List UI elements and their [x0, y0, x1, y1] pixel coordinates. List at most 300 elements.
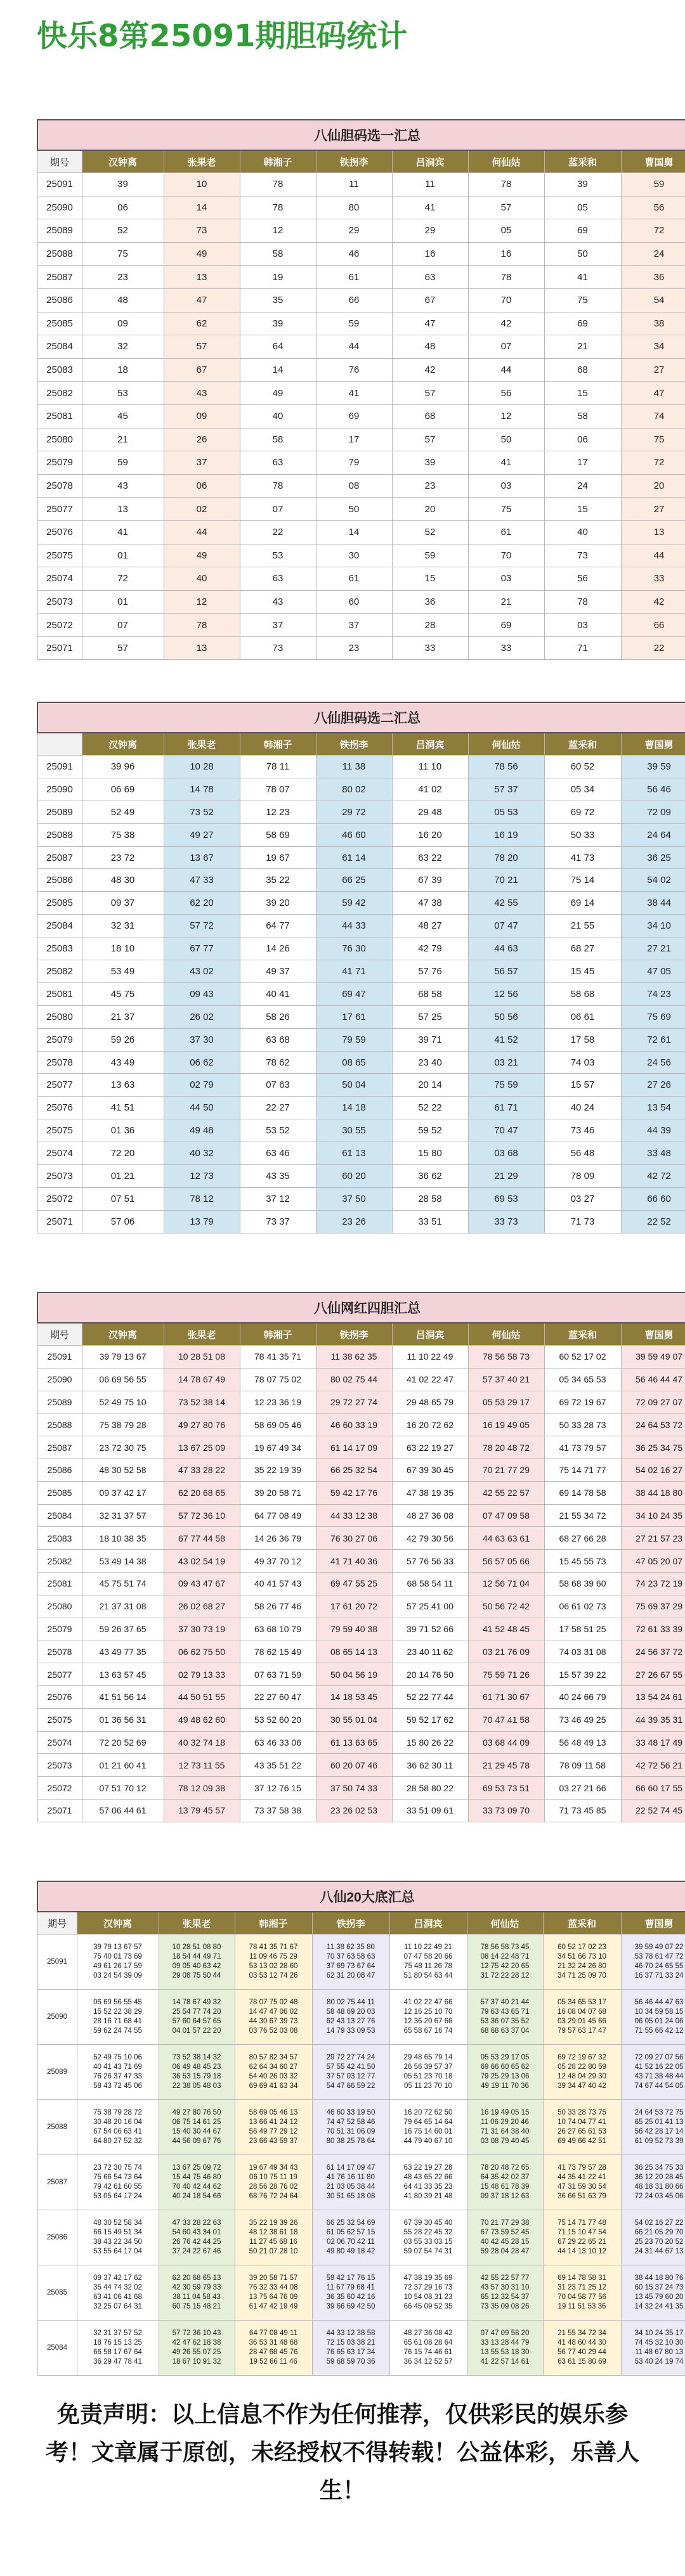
- number-cell: 47 33 28 22 63 54 60 43 34 01 26 76 42 44 25 37 24 22 67 46: [159, 2210, 235, 2265]
- number-cell: 42 79 30 56: [392, 1527, 468, 1550]
- number-cell: 52 49: [82, 801, 164, 823]
- number-cell: 43: [82, 474, 164, 498]
- number-cell: 40 32 74 18: [164, 1731, 240, 1754]
- number-cell: 16: [468, 242, 544, 266]
- number-cell: 03 21: [468, 1051, 544, 1074]
- number-cell: 07 51: [82, 1187, 164, 1210]
- number-cell: 33: [468, 636, 544, 660]
- number-cell: 06 62: [164, 1051, 240, 1074]
- number-cell: 79: [316, 451, 392, 475]
- number-cell: 37 12: [240, 1187, 316, 1210]
- number-cell: 06 61: [544, 1005, 621, 1028]
- number-cell: 75 38: [82, 823, 164, 846]
- number-cell: 39 59: [621, 756, 685, 778]
- number-cell: 39: [392, 451, 468, 475]
- number-cell: 72: [621, 451, 685, 475]
- number-cell: 38 44: [621, 892, 685, 915]
- number-cell: 39: [82, 173, 164, 196]
- issue-cell: 25087: [37, 266, 82, 289]
- number-cell: 33 73 09 70: [468, 1799, 544, 1822]
- number-cell: 56: [621, 196, 685, 219]
- number-cell: 36 25: [621, 846, 685, 869]
- number-cell: 43 02: [164, 960, 240, 983]
- issue-cell: 25085: [37, 312, 82, 335]
- number-cell: 41 51 56 14: [82, 1685, 164, 1708]
- number-cell: 13 67 25 09: [164, 1436, 240, 1459]
- number-cell: 48 27 36 08 42 65 61 08 28 64 76 15 74 46 61 36 34 12 52 57: [389, 2321, 467, 2376]
- number-cell: 28: [392, 614, 468, 637]
- issue-cell: 25089: [37, 1391, 82, 1414]
- number-cell: 69 53 73 51: [468, 1777, 544, 1800]
- number-cell: 63 46 33 06: [240, 1731, 316, 1754]
- number-cell: 63 22 19 27: [392, 1436, 468, 1459]
- issue-cell: 25073: [37, 1754, 82, 1777]
- number-cell: 35 22: [240, 869, 316, 892]
- number-cell: 69 14 78 58 31 31 23 71 25 12 70 04 58 77 56 19 11 51 53 36: [543, 2265, 621, 2321]
- number-cell: 41 71 40 36: [316, 1550, 392, 1573]
- number-cell: 18 10: [82, 937, 164, 960]
- number-cell: 46: [316, 242, 392, 266]
- issue-cell: 25079: [37, 1028, 82, 1051]
- issue-cell: 25090: [37, 1368, 82, 1391]
- number-cell: 20: [621, 474, 685, 498]
- number-cell: 15: [544, 498, 621, 521]
- number-cell: 42 72 56 21: [621, 1754, 685, 1777]
- number-cell: 52: [82, 219, 164, 243]
- number-cell: 23 26 02 53: [316, 1799, 392, 1822]
- table-row: [37, 892, 685, 915]
- number-cell: 06 61 02 73: [544, 1595, 621, 1618]
- column-header: 韩湘子: [240, 733, 316, 756]
- number-cell: 47: [164, 288, 240, 312]
- table-row: [37, 520, 685, 544]
- column-header: 何仙姑: [468, 1323, 544, 1346]
- issue-cell: 25072: [37, 614, 82, 637]
- number-cell: 09 37 42 17: [82, 1481, 164, 1504]
- table-row: [37, 801, 685, 823]
- number-cell: 41 02 22 47 66 12 16 25 10 70 12 36 20 67 66 65 58 67 16 74: [389, 1990, 467, 2045]
- number-cell: 79 59: [316, 1028, 392, 1051]
- issue-cell: 25089: [37, 2045, 77, 2100]
- issue-cell: 25082: [37, 960, 82, 983]
- table-row: [37, 614, 685, 637]
- number-cell: 16 19 49 05: [468, 1414, 544, 1436]
- number-cell: 40 24: [544, 1097, 621, 1119]
- number-cell: 42 55 22 57 77 43 57 30 31 10 65 12 32 54 37 73 35 09 08 26: [467, 2265, 543, 2321]
- number-cell: 24 64 53 72 75 65 25 01 41 13 56 42 28 17 14 61 09 52 73 39: [621, 2100, 685, 2155]
- number-cell: 60 20: [316, 1165, 392, 1188]
- number-cell: 78 09: [544, 1165, 621, 1188]
- number-cell: 15 80: [392, 1142, 468, 1165]
- number-cell: 47 33 28 22: [164, 1459, 240, 1481]
- number-cell: 03 27 21 66: [544, 1777, 621, 1800]
- number-cell: 13 63 57 45: [82, 1663, 164, 1686]
- number-cell: 63 68: [240, 1028, 316, 1051]
- column-header: 汉钟离: [77, 1912, 159, 1935]
- number-cell: 01: [82, 590, 164, 614]
- number-cell: 58: [544, 404, 621, 428]
- number-cell: 41 71: [316, 960, 392, 983]
- column-header: 铁拐李: [316, 150, 392, 173]
- issue-cell: 25081: [37, 1572, 82, 1595]
- number-cell: 78 11: [240, 756, 316, 778]
- number-cell: 42 72: [621, 1165, 685, 1188]
- number-cell: 67 39 30 45: [392, 1459, 468, 1481]
- number-cell: 64 77 08 49: [240, 1504, 316, 1527]
- issue-cell: 25083: [37, 937, 82, 960]
- number-cell: 60 52: [544, 756, 621, 778]
- issue-cell: 25076: [37, 1097, 82, 1119]
- number-cell: 78 07 75 02: [240, 1368, 316, 1391]
- number-cell: 63: [240, 451, 316, 475]
- number-cell: 61: [316, 567, 392, 591]
- number-cell: 78 12 09 38: [164, 1777, 240, 1800]
- number-cell: 58 69: [240, 823, 316, 846]
- issue-cell: 25076: [37, 1685, 82, 1708]
- issue-cell: 25085: [37, 1481, 82, 1504]
- number-cell: 10: [164, 173, 240, 196]
- number-cell: 29 72 27 74 24 57 55 42 41 50 37 57 03 12 77 54 47 66 59 22: [312, 2045, 389, 2100]
- number-cell: 48: [82, 288, 164, 312]
- number-cell: 67 39 30 45 40 55 28 22 45 32 03 55 33 03 15 59 07 54 74 31: [389, 2210, 467, 2265]
- column-header: 吕洞宾: [389, 1912, 467, 1935]
- number-cell: 73: [240, 636, 316, 660]
- table-row: [37, 756, 685, 778]
- number-cell: 52 22 77 44: [392, 1685, 468, 1708]
- number-cell: 01 21: [82, 1165, 164, 1188]
- number-cell: 11 38 62 35 80 70 37 63 58 63 37 69 73 67 64 62 31 20 08 47: [312, 1935, 389, 1990]
- number-cell: 49: [240, 382, 316, 405]
- table-row: [37, 1618, 685, 1640]
- table-pick-two: [37, 702, 685, 1233]
- number-cell: 58 69 05 46 13 13 66 41 24 12 56 49 77 29 12 23 66 43 59 37: [235, 2100, 312, 2155]
- table-row: [37, 1097, 685, 1119]
- number-cell: 63 68 10 79: [240, 1618, 316, 1640]
- number-cell: 59 42 17 76 15 11 67 79 68 41 36 35 60 42 16 39 66 69 42 50: [312, 2265, 389, 2321]
- number-cell: 44 50: [164, 1097, 240, 1119]
- number-cell: 73 46 49 25: [544, 1708, 621, 1731]
- number-cell: 02 79: [164, 1074, 240, 1097]
- number-cell: 57 76: [392, 960, 468, 983]
- column-header: 铁拐李: [316, 1323, 392, 1346]
- number-cell: 06 69: [82, 778, 164, 801]
- number-cell: 69: [316, 404, 392, 428]
- number-cell: 79 59 40 38: [316, 1618, 392, 1640]
- number-cell: 20 14 76 50: [392, 1663, 468, 1686]
- number-cell: 36 62: [392, 1165, 468, 1188]
- number-cell: 06: [82, 196, 164, 219]
- number-cell: 08 65: [316, 1051, 392, 1074]
- number-cell: 03 68: [468, 1142, 544, 1165]
- number-cell: 68 27 66 28: [544, 1527, 621, 1550]
- number-cell: 59: [82, 451, 164, 475]
- number-cell: 41: [316, 382, 392, 405]
- number-cell: 72 61: [621, 1028, 685, 1051]
- number-cell: 39: [544, 173, 621, 196]
- number-cell: 01 21 60 41: [82, 1754, 164, 1777]
- number-cell: 34 10: [621, 915, 685, 937]
- issue-cell: 25078: [37, 474, 82, 498]
- number-cell: 76 30: [316, 937, 392, 960]
- number-cell: 03: [544, 614, 621, 637]
- table-row: [37, 1685, 685, 1708]
- table-four-dan: [37, 1292, 685, 1822]
- issue-cell: 25073: [37, 1165, 82, 1188]
- number-cell: 48: [392, 335, 468, 359]
- number-cell: 13 63: [82, 1074, 164, 1097]
- column-header: 张果老: [159, 1912, 235, 1935]
- table-section-four-dan: [37, 1292, 683, 1822]
- number-cell: 67: [164, 358, 240, 382]
- number-cell: 78: [544, 590, 621, 614]
- number-cell: 07 63 71 59: [240, 1663, 316, 1686]
- number-cell: 67 77: [164, 937, 240, 960]
- number-cell: 14: [316, 520, 392, 544]
- number-cell: 12 56: [468, 982, 544, 1005]
- number-cell: 57 25: [392, 1005, 468, 1028]
- number-cell: 28 58: [392, 1187, 468, 1210]
- number-cell: 36 25 34 75 33 36 12 20 28 45 48 18 31 80 66 72 24 03 45 06: [621, 2155, 685, 2210]
- number-cell: 70 21: [468, 869, 544, 892]
- number-cell: 48 27: [392, 915, 468, 937]
- number-cell: 33 51 09 61: [392, 1799, 468, 1822]
- number-cell: 03 68 44 09: [468, 1731, 544, 1754]
- issue-cell: 25085: [37, 2265, 77, 2321]
- number-cell: 75 69: [621, 1005, 685, 1028]
- number-cell: 74 03: [544, 1051, 621, 1074]
- column-header: 韩湘子: [240, 1323, 316, 1346]
- table-row: [37, 1005, 685, 1028]
- number-cell: 74 23: [621, 982, 685, 1005]
- number-cell: 72 09: [621, 801, 685, 823]
- number-cell: 16 20: [392, 823, 468, 846]
- table-row: [37, 1119, 685, 1142]
- number-cell: 38 44 18 80: [621, 1481, 685, 1504]
- issue-cell: 25075: [37, 1119, 82, 1142]
- number-cell: 78 12: [164, 1187, 240, 1210]
- number-cell: 21: [544, 335, 621, 359]
- number-cell: 45 75: [82, 982, 164, 1005]
- number-cell: 78 20 48 72 65 64 35 42 02 37 15 48 61 78 39 09 37 18 12 63: [467, 2155, 543, 2210]
- number-cell: 05: [544, 196, 621, 219]
- number-cell: 50: [316, 498, 392, 521]
- number-cell: 45: [82, 404, 164, 428]
- column-header: 曹国舅: [621, 150, 685, 173]
- number-cell: 69 14: [544, 892, 621, 915]
- number-cell: 41 52: [468, 1028, 544, 1051]
- number-cell: 71 73: [544, 1210, 621, 1233]
- number-cell: 53: [240, 544, 316, 567]
- issue-cell: 25074: [37, 1731, 82, 1754]
- number-cell: 49 27 80 76: [164, 1414, 240, 1436]
- table-section-pick-two: [37, 702, 674, 1233]
- table-title: 八仙20大底汇总: [37, 1881, 685, 1912]
- table-row: [37, 1481, 685, 1504]
- issue-cell: 25071: [37, 1799, 82, 1822]
- table-row: [37, 1142, 685, 1165]
- issue-cell: 25084: [37, 1504, 82, 1527]
- number-cell: 44: [621, 544, 685, 567]
- number-cell: 01 36: [82, 1119, 164, 1142]
- issue-cell: 25074: [37, 1142, 82, 1165]
- number-cell: 11 10: [392, 756, 468, 778]
- number-cell: 71 73 45 85: [544, 1799, 621, 1822]
- number-cell: 78: [468, 173, 544, 196]
- number-cell: 44 63 63 61: [468, 1527, 544, 1550]
- number-cell: 73: [164, 219, 240, 243]
- number-cell: 70 21 77 29: [468, 1459, 544, 1481]
- number-cell: 03: [468, 474, 544, 498]
- issue-cell: 25075: [37, 544, 82, 567]
- number-cell: 41: [392, 196, 468, 219]
- number-cell: 50 04 56 19: [316, 1663, 392, 1686]
- table-row: [37, 1368, 685, 1391]
- number-cell: 44 39 35 31: [621, 1708, 685, 1731]
- number-cell: 64 77 08 49 11 36 53 31 48 68 28 47 68 45 76 19 52 66 11 46: [235, 2321, 312, 2376]
- number-cell: 06: [544, 428, 621, 451]
- number-cell: 22 52: [621, 1210, 685, 1233]
- issue-cell: 25084: [37, 2321, 77, 2376]
- number-cell: 11: [392, 173, 468, 196]
- number-cell: 62 20: [164, 892, 240, 915]
- number-cell: 27 26 67 55: [621, 1663, 685, 1686]
- number-cell: 44 33 12 38: [316, 1504, 392, 1527]
- table-row: [37, 1572, 685, 1595]
- table-row: [37, 823, 685, 846]
- number-cell: 47 05 20 07: [621, 1550, 685, 1573]
- number-cell: 57 37 40 21: [468, 1368, 544, 1391]
- number-cell: 75 14: [544, 869, 621, 892]
- table-row: [37, 2100, 685, 2155]
- table-row: [37, 335, 685, 359]
- column-header: 韩湘子: [240, 150, 316, 173]
- number-cell: 58 26: [240, 1005, 316, 1028]
- issue-cell: 25083: [37, 1527, 82, 1550]
- number-cell: 78 09 11 58: [544, 1754, 621, 1777]
- table-row: [37, 1187, 685, 1210]
- number-cell: 36 25 34 75: [621, 1436, 685, 1459]
- number-cell: 69: [544, 219, 621, 243]
- number-cell: 03 27: [544, 1187, 621, 1210]
- number-cell: 28 58 80 22: [392, 1777, 468, 1800]
- number-cell: 49 48 62 60: [164, 1708, 240, 1731]
- column-header-issue: 期号: [37, 150, 82, 173]
- issue-cell: 25086: [37, 869, 82, 892]
- number-cell: 40 41: [240, 982, 316, 1005]
- number-cell: 17 61: [316, 1005, 392, 1028]
- table-row: [37, 1051, 685, 1074]
- number-cell: 75: [468, 498, 544, 521]
- number-cell: 23: [82, 266, 164, 289]
- column-header: 蓝采和: [544, 1323, 621, 1346]
- number-cell: 43 02 54 19: [164, 1550, 240, 1573]
- number-cell: 76: [316, 358, 392, 382]
- number-cell: 03: [468, 567, 544, 591]
- issue-cell: 25086: [37, 1459, 82, 1481]
- column-header-issue: 期号: [37, 1323, 82, 1346]
- number-cell: 80 02: [316, 778, 392, 801]
- number-cell: 62: [164, 312, 240, 335]
- number-cell: 12: [164, 590, 240, 614]
- number-cell: 80 57 82 34 57 62 64 34 60 27 54 40 26 03 32 69 69 41 63 34: [235, 2045, 312, 2100]
- number-cell: 50 04: [316, 1074, 392, 1097]
- table-row: [37, 1731, 685, 1754]
- number-cell: 32 31 37 57: [82, 1504, 164, 1527]
- number-cell: 34 10 24 35 17 74 45 32 10 30 11 48 67 80 13 53 40 24 19 74: [621, 2321, 685, 2376]
- number-cell: 21 29 45 78: [468, 1754, 544, 1777]
- number-cell: 59: [621, 173, 685, 196]
- number-cell: 68 58: [392, 982, 468, 1005]
- number-cell: 22: [621, 636, 685, 660]
- number-cell: 75 38 79 28: [82, 1414, 164, 1436]
- number-cell: 56 57: [468, 960, 544, 983]
- number-cell: 41 02: [392, 778, 468, 801]
- number-cell: 23 72: [82, 846, 164, 869]
- number-cell: 78 07 75 02 48 14 47 47 06 02 44 30 67 39 73 03 76 52 03 08: [235, 1990, 312, 2045]
- column-header-issue: 期号: [37, 1912, 77, 1935]
- number-cell: 23 26: [316, 1210, 392, 1233]
- number-cell: 68 58 54 11: [392, 1572, 468, 1595]
- number-cell: 60 52 17 02 23 34 51 66 73 10 21 32 24 26 80 34 71 25 09 70: [543, 1935, 621, 1990]
- column-header: 铁拐李: [316, 733, 392, 756]
- number-cell: 53 49 14 38: [82, 1550, 164, 1573]
- number-cell: 23 40: [392, 1051, 468, 1074]
- number-cell: 07 47 09 58 20 33 13 28 44 79 13 55 53 18 30 41 22 57 14 61: [467, 2321, 543, 2376]
- table-row: [37, 266, 685, 289]
- number-cell: 16 19 49 05 15 11 06 29 20 46 71 31 64 38 40 03 08 79 40 45: [467, 2100, 543, 2155]
- number-cell: 29: [392, 219, 468, 243]
- number-cell: 57 06: [82, 1210, 164, 1233]
- table-row: [37, 1754, 685, 1777]
- number-cell: 24 56 37 72: [621, 1640, 685, 1663]
- number-cell: 07 63: [240, 1074, 316, 1097]
- number-cell: 39 59 49 07 22 53 78 61 47 72 46 70 24 65 55 16 37 71 33 24: [621, 1935, 685, 1990]
- number-cell: 54 02 16 27: [621, 1459, 685, 1481]
- column-header: 蓝采和: [544, 150, 621, 173]
- number-cell: 57 06 44 61: [82, 1799, 164, 1822]
- number-cell: 10 28 51 08 80 18 54 44 49 71 09 05 40 63 42 29 08 75 50 44: [159, 1935, 235, 1990]
- table-pick-one: [37, 119, 685, 660]
- number-cell: 01 36 56 31: [82, 1708, 164, 1731]
- table-title: 八仙网红四胆汇总: [37, 1292, 685, 1323]
- table-row: [37, 1799, 685, 1822]
- table-twenty-base: [37, 1881, 685, 2376]
- number-cell: 75: [82, 242, 164, 266]
- number-cell: 13: [164, 266, 240, 289]
- number-cell: 05 53 29 17: [468, 1391, 544, 1414]
- issue-cell: 25075: [37, 1708, 82, 1731]
- number-cell: 17 58 51 25: [544, 1618, 621, 1640]
- number-cell: 05 34 65 53: [544, 1368, 621, 1391]
- number-cell: 43 35: [240, 1165, 316, 1188]
- issue-cell: 25076: [37, 520, 82, 544]
- number-cell: 14: [164, 196, 240, 219]
- number-cell: 59: [316, 312, 392, 335]
- number-cell: 12: [468, 404, 544, 428]
- number-cell: 62 20 68 65: [164, 1481, 240, 1504]
- number-cell: 69 53: [468, 1187, 544, 1210]
- issue-cell: 25091: [37, 1346, 82, 1368]
- number-cell: 42: [392, 358, 468, 382]
- number-cell: 05 53 29 17 05 69 66 60 65 62 79 25 29 13 06 49 19 11 70 36: [467, 2045, 543, 2100]
- number-cell: 78: [468, 266, 544, 289]
- table-row: [37, 288, 685, 312]
- issue-cell: 25091: [37, 173, 82, 196]
- issue-cell: 25079: [37, 1618, 82, 1640]
- number-cell: 61 14: [316, 846, 392, 869]
- number-cell: 37 12 76 15: [240, 1777, 316, 1800]
- number-cell: 39: [240, 312, 316, 335]
